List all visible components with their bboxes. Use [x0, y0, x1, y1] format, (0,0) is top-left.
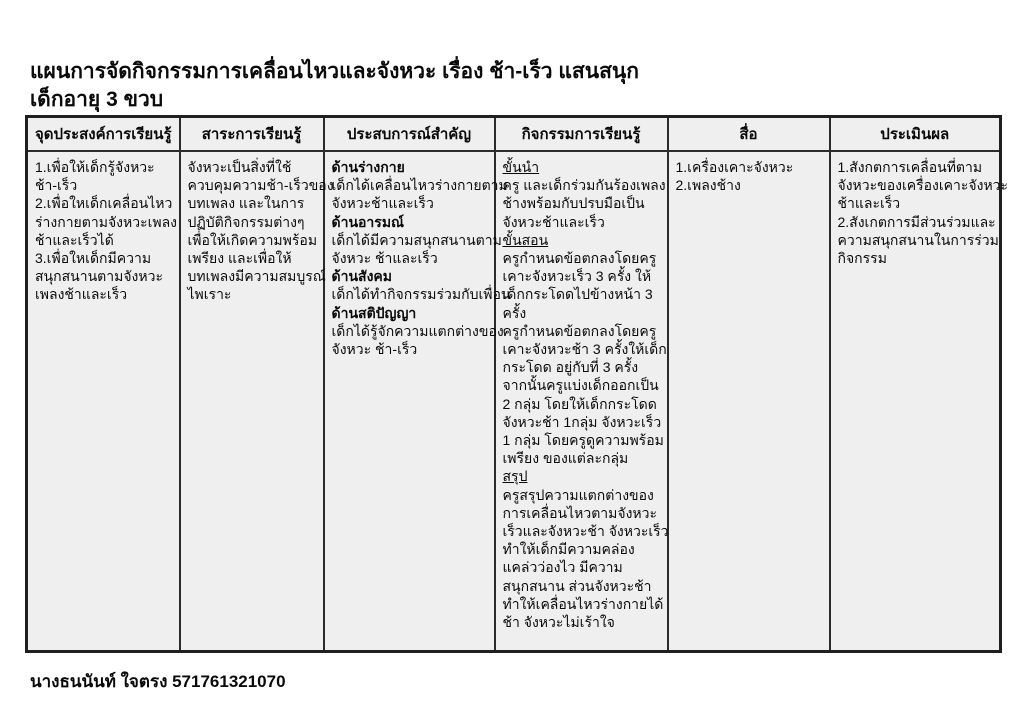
cell-line: เพื่อให้เกิดความพร้อม	[187, 231, 318, 248]
cell-content	[180, 151, 334, 651]
cell-line: สนุกสนานตามจังหวะ	[35, 268, 163, 285]
cell-line: สรุป	[502, 468, 528, 485]
column-header-objectives: จุดประสงค์การเรียนรู้	[27, 117, 180, 152]
cell-line: 2 กลุ่ม โดยให้เด็กกระโดด	[502, 395, 657, 412]
cell-line: จังหวะช้า 1กลุ่ม จังหวะเร็ว	[502, 413, 662, 430]
cell-line: ขั้นสอน	[502, 231, 549, 248]
title-line-2: เด็กอายุ 3 ขวบ	[30, 88, 164, 111]
cell-line: ด้านอารมณ์	[331, 213, 405, 230]
document-title	[30, 58, 639, 114]
cell-line: เร็วและจังหวะช้า จังหวะเร็ว	[502, 523, 669, 540]
cell-line: ทำให้เด็กมีความคล่อง	[502, 541, 635, 558]
cell-line: เคาะจังหวะเร็ว 3 ครั้ง ให้	[502, 268, 652, 285]
cell-line: ช้า-เร็ว	[35, 177, 78, 194]
column-header-content: สาระการเรียนรู้	[180, 117, 324, 152]
column-header-media: สื่อ	[668, 117, 830, 152]
cell-line: ปฏิบัติกิจกรรมต่างๆ	[187, 213, 305, 230]
cell-evaluation	[830, 151, 1009, 651]
cell-line: ขั้นนำ	[502, 159, 540, 175]
cell-line: ด้านร่างกาย	[331, 159, 405, 175]
cell-line: จังหวะช้าและเร็ว	[502, 213, 605, 230]
cell-line: ช้า จังหวะไม่เร้าใจ	[502, 614, 615, 631]
cell-line: ความสนุกสนานในการร่วม	[837, 231, 999, 248]
title-line-1: แผนการจัดกิจกรรมการเคลื่อนไหวและจังหวะ เรื่อง ช้า-เร็ว แสนสนุก	[30, 60, 639, 83]
cell-line: เคาะจังหวะช้า 3 ครั้งให้เด็ก	[502, 341, 667, 358]
cell-line: ครั้ง	[502, 304, 527, 321]
cell-line: ไพเราะ	[187, 286, 232, 303]
author-footer: นางธนนันท์ ใจตรง 571761321070	[30, 672, 286, 691]
cell-media	[668, 151, 830, 651]
cell-line: การเคลื่อนไหวตามจังหวะ	[502, 504, 658, 521]
cell-line: 2.เพื่อใหเด็กเคลื่อนไหว	[35, 195, 173, 212]
cell-activities	[495, 151, 668, 651]
table-header-row	[27, 117, 1001, 152]
cell-line: ครูสรุปความแตกต่างของ	[502, 486, 654, 503]
cell-line: แคล่วว่องไว มีความ	[502, 559, 623, 576]
cell-line: ด้านสติปัญญา	[331, 304, 417, 321]
cell-line: 1 กลุ่ม โดยครูดูความพร้อม	[502, 432, 664, 449]
cell-line: เด็กได้เคลื่อนไหวร่างกายตาม	[331, 177, 508, 194]
cell-line: 1.สังกตการเคลื่อนที่ตาม	[837, 159, 983, 175]
cell-line: ร่างกายตามจังหวะเพลง	[35, 213, 178, 230]
cell-line: เด็กได้ทำกิจกรรมร่วมกับเพื่อน	[331, 286, 511, 303]
cell-line: เด็กกระโดดไปข้างหน้า 3	[502, 286, 653, 303]
cell-line: ช้างพร้อมกับปรบมือเป็น	[502, 195, 645, 212]
cell-line: จังหวะเป็นสิ่งที่ใช้	[187, 159, 292, 175]
cell-line: ควบคุมความช้า-เร็วของ	[187, 177, 334, 194]
cell-line: จังหวะ ช้าและเร็ว	[331, 250, 438, 267]
cell-line: จากนั้นครูแบ่งเด็กออกเป็น	[502, 377, 659, 394]
lesson-plan-table	[25, 115, 1009, 653]
column-header-evaluation: ประเมินผล	[830, 117, 1001, 152]
cell-line: ครู และเด็กร่วมกันร้องเพลง	[502, 177, 666, 194]
cell-line: 2.เพลงช้าง	[675, 177, 741, 194]
table-row	[27, 151, 1001, 651]
cell-line: กระโดด อยู่กับที่ 3 ครั้ง	[502, 359, 639, 376]
cell-line: ช้าและเร็วได้	[35, 231, 114, 248]
cell-line: ครูกำหนดข้อตกลงโดยครู	[502, 250, 657, 267]
cell-line: เพรียง และเพื่อให้	[187, 250, 292, 267]
cell-objectives	[27, 151, 180, 651]
cell-line: จังหวะของเครื่องเคาะจังหวะ	[837, 177, 1009, 194]
cell-line: จังหวะ ช้า-เร็ว	[331, 341, 418, 358]
cell-line: เด็กได้มีความสนุกสนานตาม	[331, 231, 502, 248]
cell-line: เพลงช้าและเร็ว	[35, 286, 128, 303]
cell-line: จังหวะช้าและเร็ว	[331, 195, 434, 212]
column-header-activities: กิจกรรมการเรียนรู้	[495, 117, 668, 152]
cell-line: บทเพลง และในการ	[187, 195, 305, 212]
cell-line: เด็กได้รู้จักความแตกต่างของ	[331, 322, 504, 339]
cell-line: ครูกำหนดข้อตกลงโดยครู	[502, 322, 657, 339]
cell-line: ทำให้เคลื่อนไหวร่างกายได้	[502, 595, 664, 612]
cell-line: 1.เครื่องเคาะจังหวะ	[675, 159, 794, 175]
column-header-experience: ประสบการณ์สำคัญ	[324, 117, 495, 152]
cell-line: ช้าและเร็ว	[837, 195, 901, 212]
cell-line: 3.เพื่อใหเด็กมีความ	[35, 250, 152, 267]
cell-line: สนุกสนาน ส่วนจังหวะช้า	[502, 577, 652, 594]
cell-experience	[324, 151, 511, 651]
cell-line: 1.เพื่อให้เด็กรู้จังหวะ	[35, 159, 155, 175]
cell-line: บทเพลงมีความสมบูรณ์	[187, 268, 326, 285]
cell-line: 2.สังเกตการมีส่วนร่วมและ	[837, 213, 996, 230]
cell-line: ด้านสังคม	[331, 268, 392, 285]
cell-line: เพรียง ของแต่ละกลุ่ม	[502, 450, 629, 467]
cell-line: กิจกรรม	[837, 250, 887, 267]
